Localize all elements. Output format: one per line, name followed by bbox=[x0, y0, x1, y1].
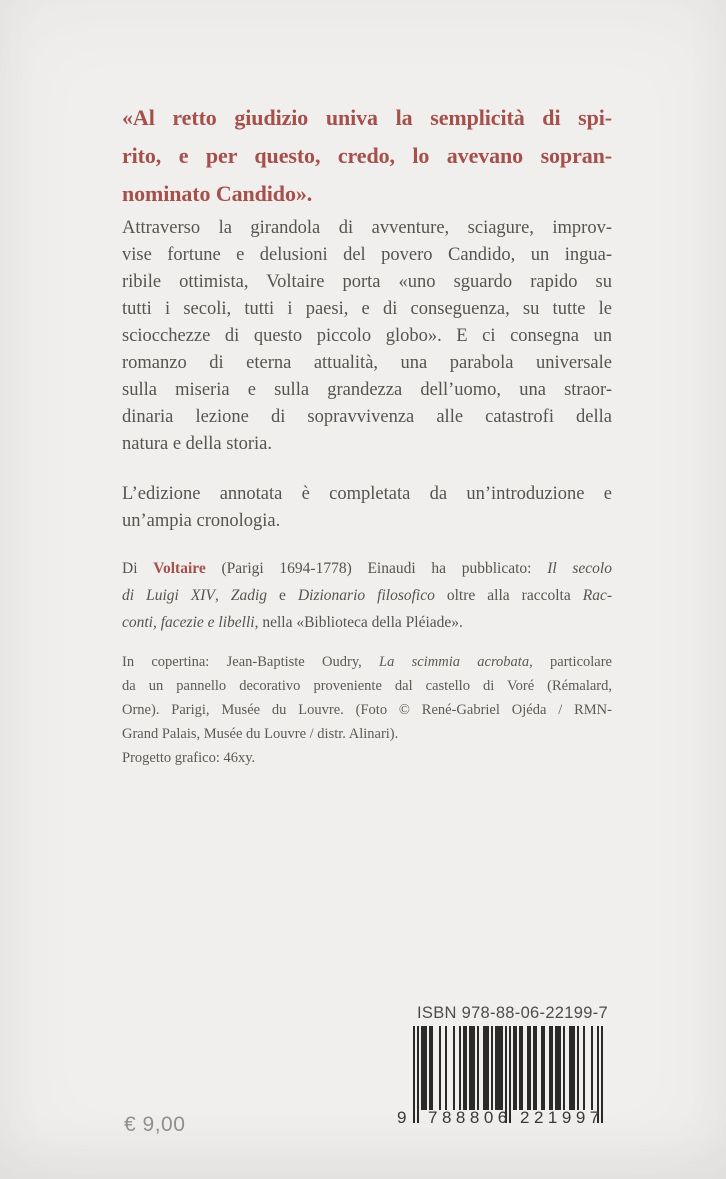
price-label: € 9,00 bbox=[124, 1113, 186, 1136]
edition-note: L’edizione annotata è completata da un’introduzione e un’ampia cronologia. bbox=[122, 484, 612, 531]
isbn-label: ISBN 978-88-06-22199-7 bbox=[417, 1004, 608, 1022]
barcode-digit-lead: 9 bbox=[397, 1108, 407, 1127]
barcode-digits-left: 788806 bbox=[428, 1108, 512, 1127]
cover-credits: In copertina: Jean-Baptiste Oudry, La scimmia acrobata, particolare da un pannello decorativo proveniente dal castello di Voré (Rémalard, Orne). Parigi, Musée du Louvre. (Foto © René-Gabriel Ojéda / RMN- Grand Palais, Musée du Louvre / distr. Alinari). Progetto grafico: 46xy. bbox=[122, 654, 612, 766]
author-bibliography: Di Voltaire (Parigi 1694-1778) Einaudi ha pubblicato: Il secolo di Luigi XIV, Zadig e Dizionario filosofico oltre alla raccolta Rac- conti, facezie e libelli, nella «Biblioteca della Pléiade». bbox=[122, 560, 613, 631]
synopsis: Attraverso la girandola di avventure, sciagure, improv- vise fortune e delusioni del povero Candido, un ingua- ribile ottimista, Voltaire porta «uno sguardo rapido su tutti i secoli, tutti i paesi, e di conseguenza, su tutte le sciocchezze di questo piccolo globo». E ci consegna un romanzo di eterna attualità, una parabola universale sulla miseria e sulla grandezza dell’uomo, una straor- dinaria lezione di sopravvivenza alle catastrofi della natura e della storia. bbox=[122, 218, 612, 454]
pull-quote: «Al retto giudizio univa la semplicità di spi- rito, e per questo, credo, lo avevano sopran- nominato Candido». bbox=[122, 105, 612, 206]
barcode-digits-right: 221997 bbox=[520, 1108, 604, 1127]
